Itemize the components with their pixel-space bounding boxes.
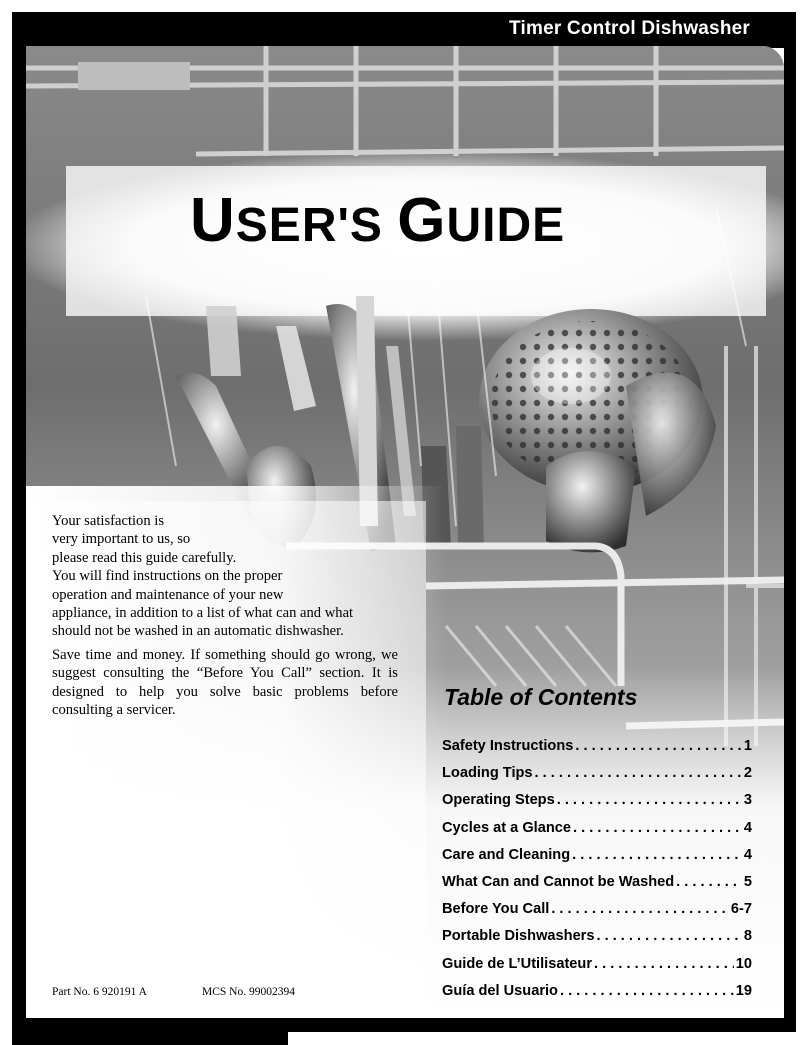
toc-leader-dots [551, 901, 729, 917]
toc-item-page: 4 [743, 846, 752, 863]
toc-item-label: What Can and Cannot be Washed [442, 873, 675, 890]
intro-line: You will find instructions on the proper [52, 568, 283, 585]
intro-line: please read this guide carefully. [52, 549, 237, 566]
toc-leader-dots [575, 738, 742, 754]
toc-leader-dots [676, 874, 742, 890]
toc-item-label: Operating Steps [442, 792, 555, 809]
toc-item-label: Safety Instructions [442, 738, 574, 754]
toc-item[interactable] [442, 901, 752, 928]
toc-item[interactable] [442, 956, 752, 983]
toc-item-page: 5 [743, 873, 752, 890]
toc-item[interactable] [442, 738, 752, 765]
toc-item[interactable] [442, 765, 752, 792]
toc-item-page: 6-7 [730, 901, 752, 918]
table-of-contents [442, 738, 752, 1010]
toc-leader-dots [596, 928, 741, 944]
toc-leader-dots [594, 956, 734, 972]
header-title: Timer Control Dishwasher [509, 18, 750, 39]
toc-item-label: Portable Dishwashers [442, 928, 595, 945]
intro-line: very important to us, so [52, 531, 191, 548]
left-frame [12, 12, 26, 1045]
toc-item-page: 3 [743, 792, 752, 809]
toc-item-page: 4 [743, 819, 752, 836]
users-guide-title: USER'S GUIDE [190, 186, 566, 255]
intro-line: should not be washed in an automatic dishwasher. [52, 623, 344, 640]
toc-item[interactable] [442, 792, 752, 819]
toc-leader-dots [557, 792, 742, 808]
toc-item-label: Guía del Usuario [442, 982, 558, 999]
toc-item[interactable] [442, 820, 752, 847]
toc-item-label: Care and Cleaning [442, 846, 571, 863]
save-time-paragraph: Save time and money. If something should go wrong, we suggest consulting the “Before You Call” section. It is designed to help you solve basic problems before consulting a servicer. [52, 647, 398, 719]
toc-leader-dots [573, 820, 742, 836]
part-number: Part No. 6 920191 A [52, 986, 147, 998]
intro-line: Your satisfaction is [52, 513, 165, 529]
mcs-number: MCS No. 99002394 [202, 986, 295, 998]
toc-item[interactable] [442, 847, 752, 874]
toc-item-label: Cycles at a Glance [442, 819, 571, 836]
intro-line: appliance, in addition to a list of what can and what [52, 605, 354, 622]
toc-item-label: Loading Tips [442, 765, 533, 782]
toc-leader-dots [572, 847, 742, 863]
toc-item-page: 10 [735, 955, 752, 972]
toc-leader-dots [535, 765, 742, 781]
intro-paragraph [52, 512, 398, 641]
intro-line: operation and maintenance of your new [52, 586, 284, 603]
bottom-stub [12, 1030, 288, 1045]
toc-leader-dots [560, 983, 734, 999]
toc-item-page: 8 [743, 928, 752, 945]
toc-item[interactable] [442, 874, 752, 901]
toc-item-page: 1 [743, 738, 752, 754]
toc-heading: Table of Contents [444, 684, 638, 710]
right-frame [784, 12, 796, 1032]
toc-item[interactable] [442, 983, 752, 1010]
toc-item-label: Before You Call [442, 901, 550, 918]
toc-item-page: 19 [735, 982, 752, 999]
toc-item-label: Guide de L’Utilisateur [442, 955, 593, 972]
toc-item[interactable] [442, 928, 752, 955]
toc-item-page: 2 [743, 765, 752, 782]
